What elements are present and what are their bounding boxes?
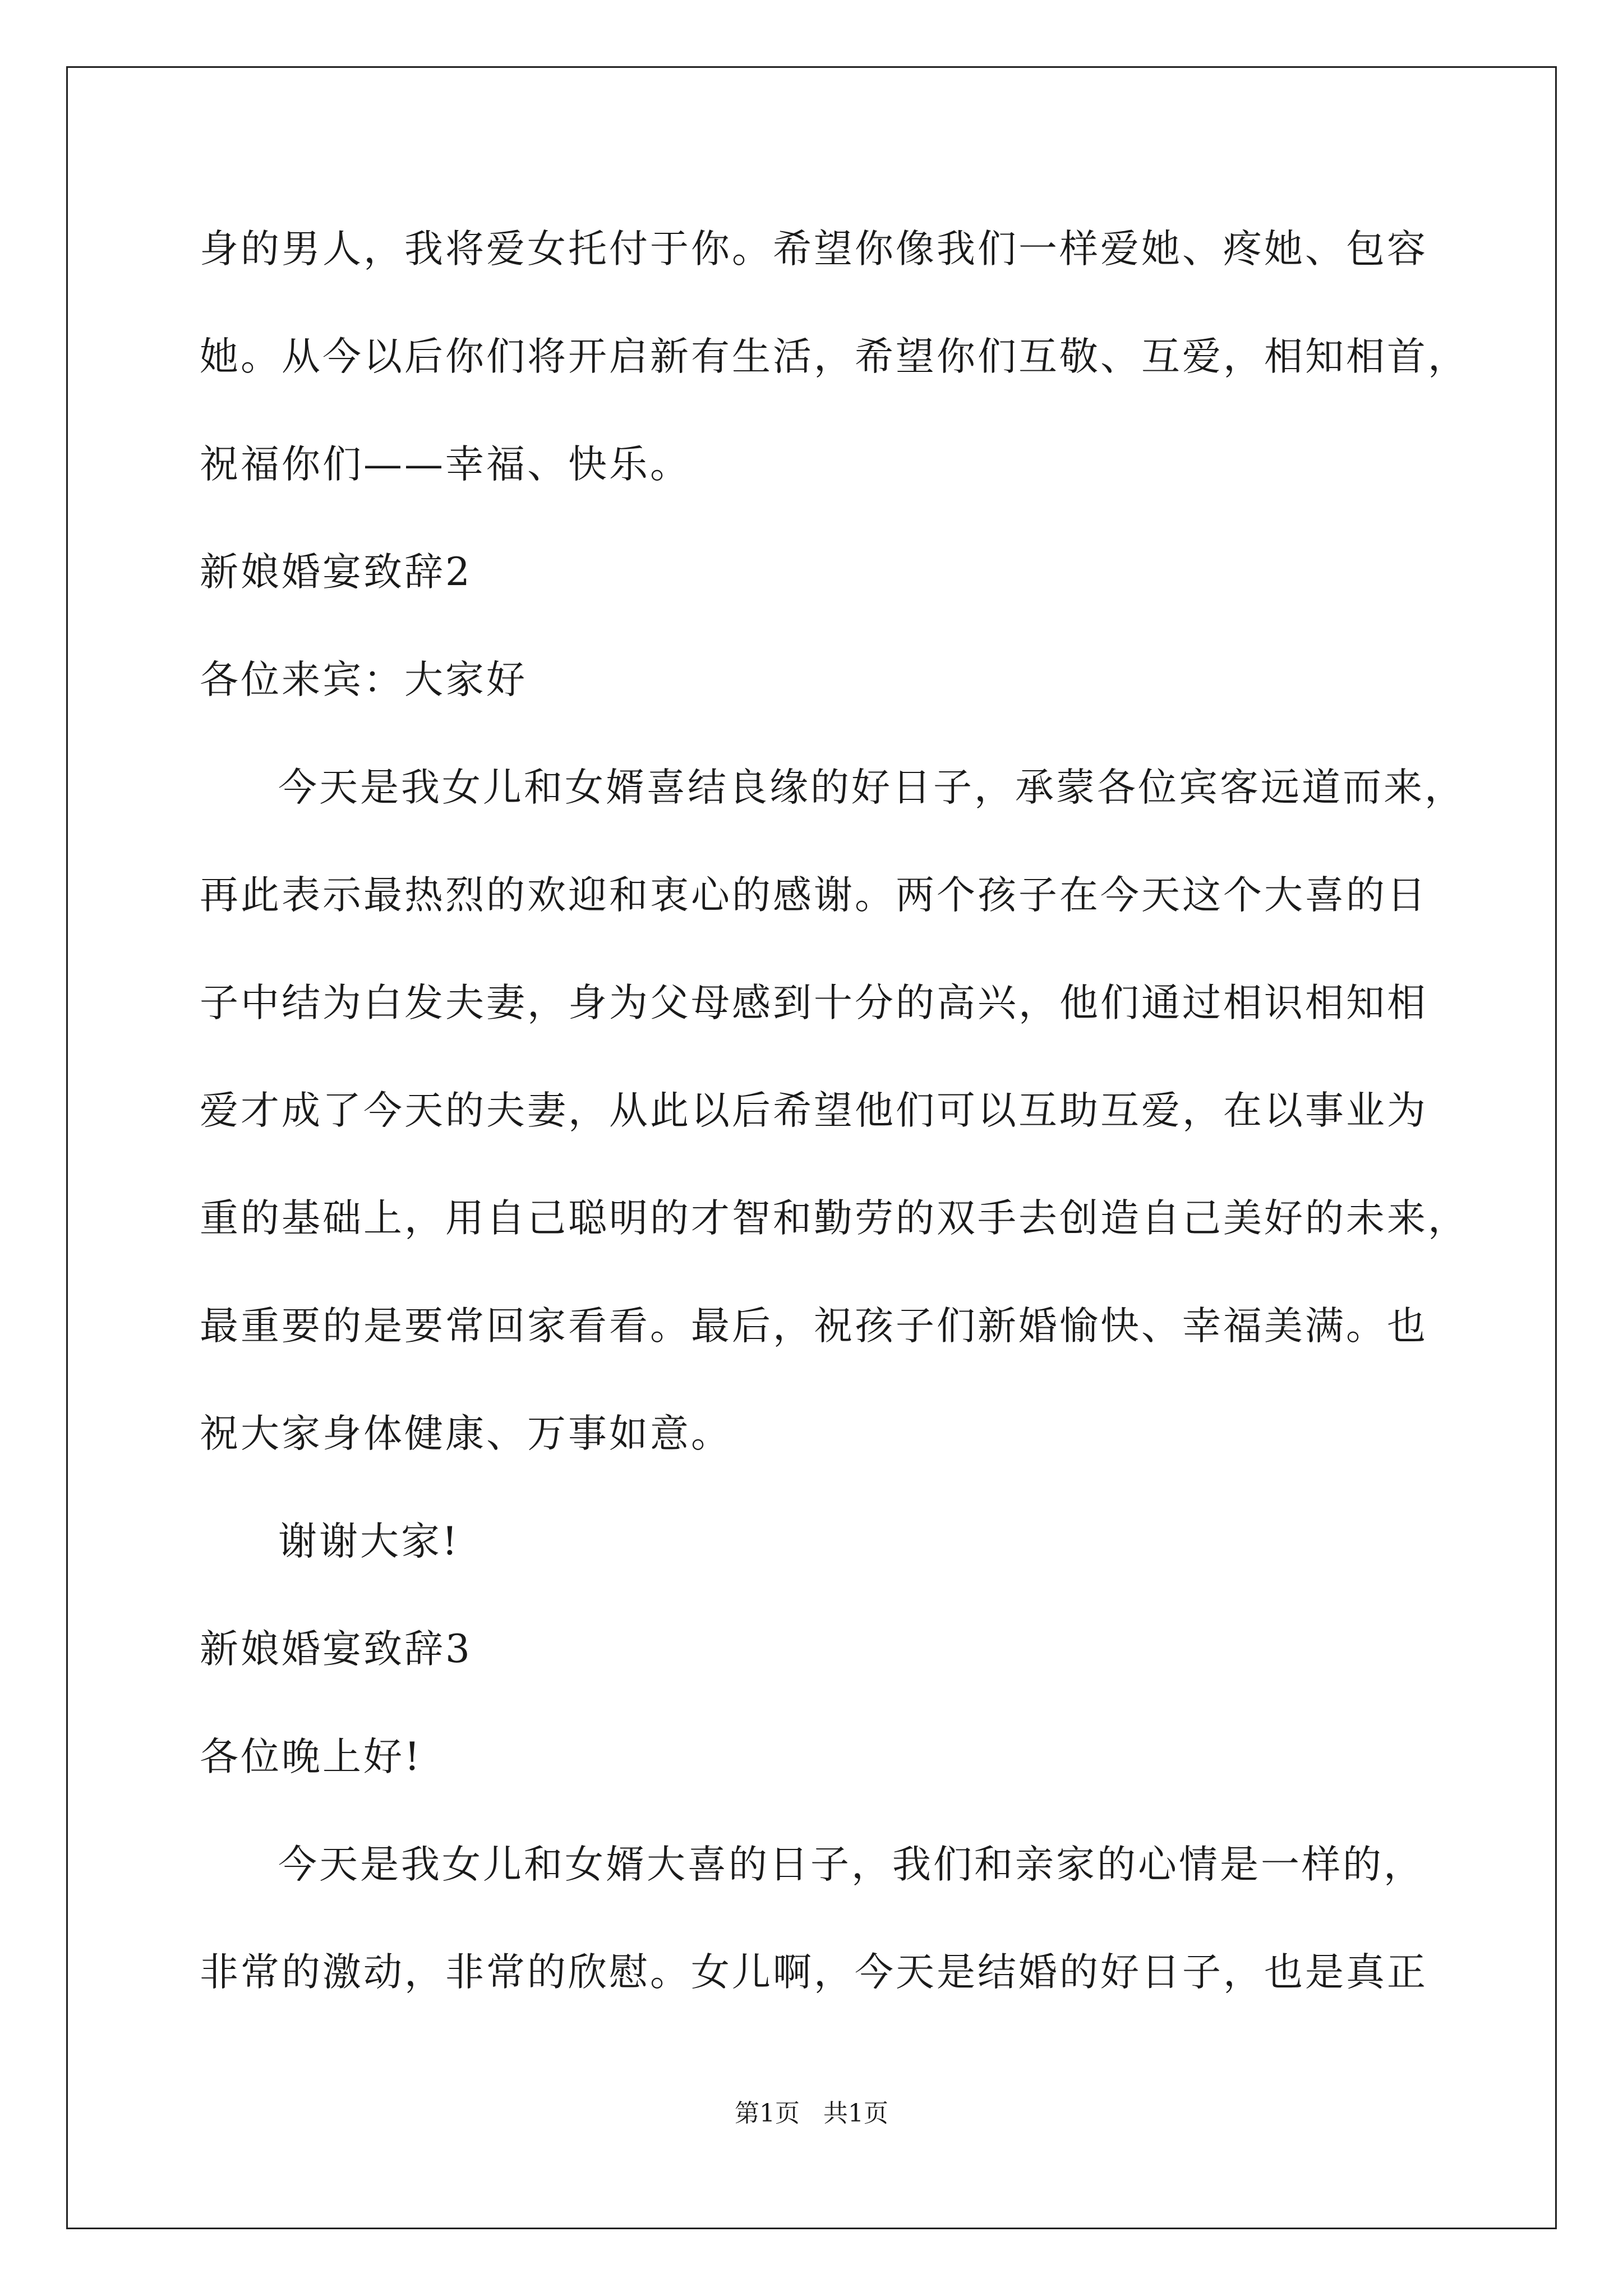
section-heading: 新娘婚宴致辞2 [200, 550, 472, 595]
text-line: 再此表示最热烈的欢迎和衷心的感谢。两个孩子在今天这个大喜的日 [200, 873, 1428, 918]
text-line: 祝福你们——幸福、快乐。 [200, 442, 691, 487]
page-total: 共1页 [823, 2099, 888, 2128]
text-line: 祝大家身体健康、万事如意。 [200, 1411, 732, 1456]
page-footer [0, 2097, 1623, 2131]
page-number: 第1页 [735, 2099, 800, 2128]
paragraph-start: 今天是我女儿和女婿大喜的日子，我们和亲家的心情是一样的， [278, 1842, 1424, 1887]
salutation: 各位来宾：大家好 [200, 657, 527, 702]
text-line: 子中结为白发夫妻，身为父母感到十分的高兴，他们通过相识相知相 [200, 981, 1428, 1025]
text-line: 爱才成了今天的夫妻，从此以后希望他们可以互助互爱，在以事业为 [200, 1088, 1428, 1133]
text-line: 非常的激动，非常的欣慰。女儿啊，今天是结婚的好日子，也是真正 [200, 1950, 1428, 1995]
text-line: 她。从今以后你们将开启新有生活，希望你们互敬、互爱，相知相首， [200, 334, 1469, 379]
salutation: 各位晚上好! [200, 1734, 422, 1779]
document-body [200, 195, 1469, 2026]
paragraph-start: 今天是我女儿和女婿喜结良缘的好日子，承蒙各位宾客远道而来， [278, 765, 1465, 810]
closing-line: 谢谢大家! [278, 1519, 460, 1564]
text-line: 身的男人，我将爱女托付于你。希望你像我们一样爱她、疼她、包容 [200, 227, 1428, 272]
text-line: 最重要的是要常回家看看。最后，祝孩子们新婚愉快、幸福美满。也 [200, 1304, 1428, 1349]
section-heading: 新娘婚宴致辞3 [200, 1627, 472, 1672]
text-line: 重的基础上，用自己聪明的才智和勤劳的双手去创造自己美好的未来， [200, 1196, 1469, 1241]
